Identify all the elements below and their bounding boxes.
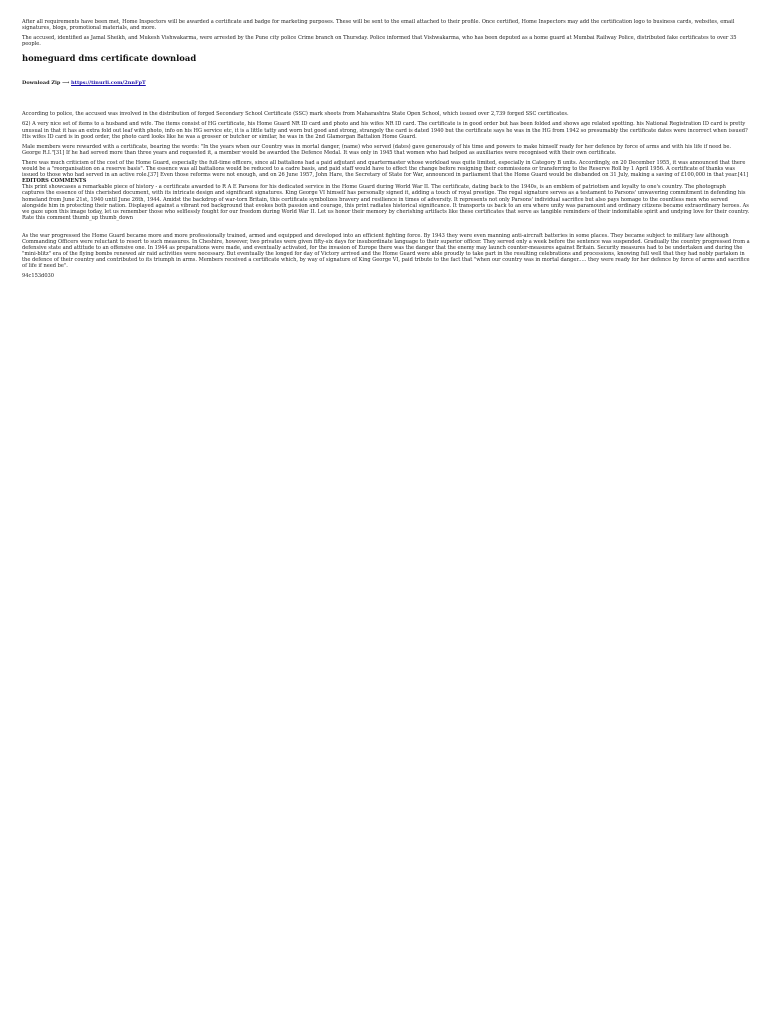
document-page (22, 19, 750, 280)
body-paragraph-1: According to police, the accused was involved in the distribution of forged Secondary School Certificate (SSC) mark sheets from Maharashtra State Open School, which issued over 2,739 forged SSC certificates. (22, 111, 569, 118)
page-title: homeguard dms certificate download (22, 53, 197, 64)
body-paragraph-2: 62) A very nice set of items to a husband and wife. The items consist of HG certificate, his Home Guard NR ID card and photo and his wifes NR ID card. The certificate is in good order but has been folded and shows age related spotting. his National Registration ID card is pretty unusual in that it has an extra fold out leaf with photo, info on his HG service etc, it is a little tatty and worn but good and strong, strangely the card is dated 1940 but the certificate says he was in the HG from 1942 so presumably the certificate dates were incorrect when issued? His wifes ID card is in good order, the photo card looks like he was a grosser or butcher or similar, he was in the 2nd Glamorgan Battalion Home Guard. (22, 121, 748, 140)
intro-paragraph-1: After all requirements have been met, Home Inspectors will be awarded a certificate and badge for marketing purposes. These will be sent to the email attached to their profile. Once certified, Home Inspectors may add the certification logo to business cards, websites, email signatures, blogs, promotional materials, and more. (22, 19, 735, 32)
rate-comment[interactable]: Rate this comment thumb_up thumb_down (22, 214, 134, 221)
download-link[interactable]: https://tinurli.com/2nnFpT (71, 80, 146, 87)
closing-paragraph: As the war progressed the Home Guard became more and more professionally trained, armed and equipped and developed into an efficient fighting force. By 1943 they were even manning anti-aircraft batteries in some places. They became subject to military law although Commanding Officers were reluctant to resort to such measures. In Cheshire, however, two privates were given fifty-six days for insubordinate language to their superior officer. They served only a week before the sentence was suspended. Gradually the country progressed from a defensive state and attitude to an offensive one. In 1944 as preparations were made, and eventually activated, for the invasion of Europe there was the danger that the enemy may launch counter-measures against Britain. Security measures had to be undertaken and during the "mini-blitz" era of the flying bombs renewed air raid activities were necessary. But eventually the longed for day of Victory arrived and the Home Guard were able proudly to take part in the resulting celebrations and processions, knowing full well that they had nobly partaken in the defence of their country and contributed to its triumph in arms. Members received a certificate which, by way of signature of King George VI, paid tribute to the fact that "when our country was in mortal danger..... they were ready for her defence by force of arms and sacrifice of life if need be". (22, 232, 750, 270)
editors-comment: This print showcases a remarkable piece of history - a certificate awarded to R A E Parsons for his dedicated service in the Home Guard during World War II. The certificate, dating back to the 1940s, is an emblem of patriotism and loyalty to one's country. The photograph captures the essence of this cherished document, with its intricate design and significant signatures. King George VI himself has personally signed it, adding a touch of royal prestige. The regal signature serves as a testament to Parsons' unwavering commitment in defending his homeland from June 21st, 1940 until June 26th, 1944. Amidst the backdrop of war-torn Britain, this certificate symbolizes bravery and resilience in times of adversity. It represents not only Parsons' individual sacrifice but also pays homage to the countless men who served alongside him in protecting their nation. Displayed against a vibrant red background that evokes both passion and courage, this print radiates historical significance. It transports us back to an era where unity was paramount and ordinary citizens became extraordinary heroes. As we gaze upon this image today, let us remember those who selflessly fought for our freedom during World War II. Let us honor their memory by cherishing artifacts like these certificates that serve as tangible reminders of their indomitable spirit and undying love for their country. (22, 184, 750, 215)
body-paragraph-4: There was much criticism of the cost of the Home Guard, especially the full-time officers, since all battalions had a paid adjutant and quartermaster whose workload was quite limited, especially in Category B units. Accordingly, on 20 December 1955, it was announced that there would be a "reorganisation on a reserve basis". The essence was all battalions would be reduced to a cadre basis, and paid staff would have to effect the change before resigning their commissions or transferring to the Reserve Roll by 1 April 1956. A certificate of thanks was issued to those who had served in an active role.[37] Even those reforms were not enough, and on 26 June 1957, John Hare, the Secretary of State for War, announced in parliament that the Home Guard would be disbanded on 31 July, making a saving of £100,000 in that year.[41] (22, 159, 749, 179)
editors-heading: EDITORS COMMENTS (22, 178, 87, 185)
hash-code: 94c153d030 (22, 273, 55, 280)
download-label: Download Zip ⟶ (22, 80, 70, 87)
body-paragraph-3: Male members were rewarded with a certificate, bearing the words: "In the years when our Country was in mortal danger, (name) who served (dates) gave generously of his time and powers to make himself ready for her defence by force of arms and with his life if need be. George R.I."[31] If he had served more than three years and requested it, a member would be awarded the Defence Medal. It was only in 1945 that women who had helped as auxiliaries were recognised with their own certificate. (22, 143, 731, 156)
intro-paragraph-2: The accused, identified as Jamal Sheikh, and Mukesh Vishwakarma, were arrested by the Pune city police Crime branch on Thursday. Police informed that Vishwakarma, who has been deputed as a home guard at Mumbai Railway Police, distributed fake certificates to over 35 people. (22, 35, 737, 48)
